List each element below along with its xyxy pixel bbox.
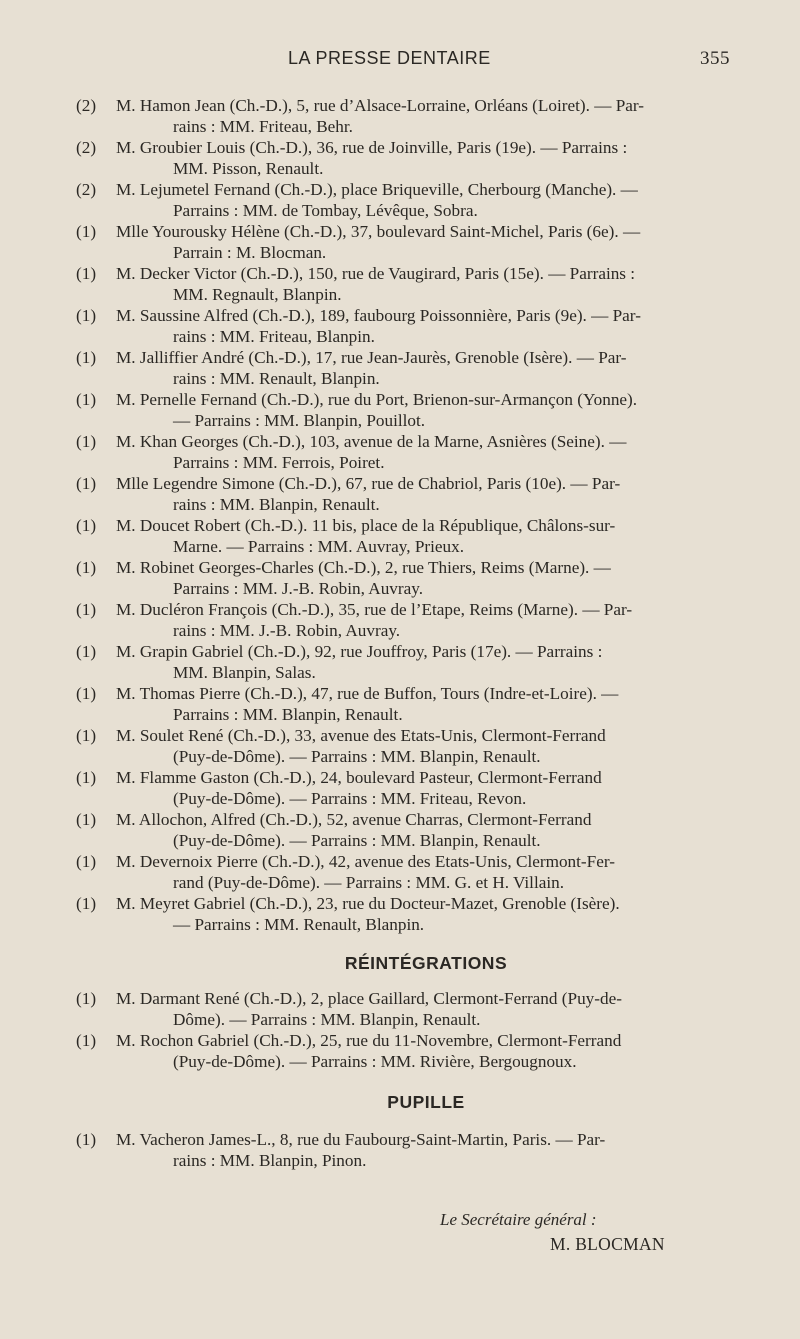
- entry-line-1: M. Soulet René (Ch.-D.), 33, avenue des Etats-Unis, Clermont-Ferrand: [116, 726, 606, 745]
- reintegrations-heading: RÉINTÉGRATIONS: [344, 953, 508, 973]
- list-item: [76, 725, 736, 767]
- entry-line-2: (Puy-de-Dôme). — Parrains : MM. Friteau, Revon.: [173, 789, 527, 808]
- entry-count: (1): [76, 1130, 97, 1149]
- entry-line-1: M. Vacheron James-L., 8, rue du Faubourg-Saint-Martin, Paris. — Par-: [116, 1130, 606, 1149]
- entry-line-2: Parrains : MM. Ferrois, Poiret.: [173, 453, 385, 472]
- pupille-heading: PUPILLE: [387, 1092, 465, 1112]
- list-item: [76, 1129, 736, 1171]
- entry-line-1: M. Flamme Gaston (Ch.-D.), 24, boulevard Pasteur, Clermont-Ferrand: [116, 768, 602, 787]
- entry-line-2: rains : MM. Friteau, Blanpin.: [173, 327, 375, 346]
- entry-count: (1): [76, 684, 97, 703]
- entry-line-2: Marne. — Parrains : MM. Auvray, Prieux.: [173, 537, 465, 556]
- pupille-list: [76, 1129, 736, 1171]
- list-item: [76, 263, 736, 305]
- list-item: [76, 599, 736, 641]
- entry-line-1: M. Lejumetel Fernand (Ch.-D.), place Briqueville, Cherbourg (Manche). —: [116, 180, 638, 199]
- entry-count: (1): [76, 474, 97, 493]
- entry-line-1: M. Rochon Gabriel (Ch.-D.), 25, rue du 11-Novembre, Clermont-Ferrand: [116, 1031, 622, 1050]
- page-number: 355: [700, 48, 730, 69]
- entry-line-2: MM. Regnault, Blanpin.: [173, 285, 342, 304]
- entry-count: (1): [76, 264, 97, 283]
- list-item: [76, 988, 736, 1030]
- journal-title: LA PRESSE DENTAIRE: [288, 48, 491, 68]
- list-item: [76, 431, 736, 473]
- reintegrations-list: [76, 988, 736, 1072]
- entry-line-1: M. Decker Victor (Ch.-D.), 150, rue de Vaugirard, Paris (15e). — Parrains :: [116, 264, 636, 283]
- entry-count: (1): [76, 1031, 97, 1050]
- entry-count: (1): [76, 768, 97, 787]
- entry-line-2: Parrains : MM. Blanpin, Renault.: [173, 705, 403, 724]
- entry-count: (1): [76, 558, 97, 577]
- signature-block: [440, 1210, 665, 1255]
- signature-name: M. BLOCMAN: [550, 1234, 665, 1254]
- entry-count: (1): [76, 989, 97, 1008]
- list-item: [76, 1030, 736, 1072]
- entry-count: (1): [76, 390, 97, 409]
- entry-count: (1): [76, 642, 97, 661]
- entry-count: (2): [76, 180, 97, 199]
- entry-line-2: (Puy-de-Dôme). — Parrains : MM. Blanpin, Renault.: [173, 747, 541, 766]
- entry-count: (2): [76, 138, 97, 157]
- entry-count: (1): [76, 852, 97, 871]
- entry-count: (1): [76, 516, 97, 535]
- list-item: [76, 473, 736, 515]
- list-item: [76, 809, 736, 851]
- entry-count: (1): [76, 348, 97, 367]
- list-item: [76, 179, 736, 221]
- entry-line-1: M. Grapin Gabriel (Ch.-D.), 92, rue Jouffroy, Paris (17e). — Parrains :: [116, 642, 603, 661]
- list-item: [76, 347, 736, 389]
- signature-title: Le Secrétaire général :: [440, 1210, 597, 1229]
- entry-count: (1): [76, 306, 97, 325]
- entry-line-1: M. Pernelle Fernand (Ch.-D.), rue du Port, Brienon-sur-Armançon (Yonne).: [116, 390, 638, 409]
- entry-count: (1): [76, 222, 97, 241]
- entry-line-1: M. Robinet Georges-Charles (Ch.-D.), 2, rue Thiers, Reims (Marne). —: [116, 558, 611, 577]
- list-item: [76, 767, 736, 809]
- list-item: [76, 221, 736, 263]
- entry-line-2: rand (Puy-de-Dôme). — Parrains : MM. G. et H. Villain.: [173, 873, 565, 892]
- entry-line-1: M. Devernoix Pierre (Ch.-D.), 42, avenue des Etats-Unis, Clermont-Fer-: [116, 852, 615, 871]
- entry-line-1: M. Saussine Alfred (Ch.-D.), 189, faubourg Poissonnière, Paris (9e). — Par-: [116, 306, 641, 325]
- entry-line-1: M. Allochon, Alfred (Ch.-D.), 52, avenue Charras, Clermont-Ferrand: [116, 810, 592, 829]
- entry-line-1: M. Meyret Gabriel (Ch.-D.), 23, rue du Docteur-Mazet, Grenoble (Isère).: [116, 894, 620, 913]
- entry-count: (1): [76, 432, 97, 451]
- entry-line-1: M. Doucet Robert (Ch.-D.). 11 bis, place de la République, Châlons-sur-: [116, 516, 616, 535]
- list-item: [76, 305, 736, 347]
- entry-line-1: M. Thomas Pierre (Ch.-D.), 47, rue de Buffon, Tours (Indre-et-Loire). —: [116, 684, 619, 703]
- entry-count: (2): [76, 96, 97, 115]
- entry-line-2: MM. Blanpin, Salas.: [173, 663, 316, 682]
- entry-line-2: Parrains : MM. J.-B. Robin, Auvray.: [173, 579, 424, 598]
- member-list: [76, 95, 736, 1171]
- entry-line-2: (Puy-de-Dôme). — Parrains : MM. Blanpin, Renault.: [173, 831, 541, 850]
- running-header: [0, 48, 800, 72]
- entry-count: (1): [76, 726, 97, 745]
- list-item: [76, 389, 736, 431]
- entry-line-2: (Puy-de-Dôme). — Parrains : MM. Rivière, Bergougnoux.: [173, 1052, 577, 1071]
- list-item: [76, 851, 736, 893]
- entry-line-1: M. Darmant René (Ch.-D.), 2, place Gaillard, Clermont-Ferrand (Puy-de-: [116, 989, 622, 1008]
- entry-line-2: rains : MM. Renault, Blanpin.: [173, 369, 380, 388]
- admissions-list: [76, 95, 736, 935]
- entry-line-1: Mlle Legendre Simone (Ch.-D.), 67, rue de Chabriol, Paris (10e). — Par-: [116, 474, 621, 493]
- entry-line-1: M. Groubier Louis (Ch.-D.), 36, rue de Joinville, Paris (19e). — Parrains :: [116, 138, 628, 157]
- entry-line-1: Mlle Yourousky Hélène (Ch.-D.), 37, boulevard Saint-Michel, Paris (6e). —: [116, 222, 641, 241]
- list-item: [76, 683, 736, 725]
- entry-line-2: rains : MM. Blanpin, Pinon.: [173, 1151, 367, 1170]
- list-item: [76, 515, 736, 557]
- entry-line-1: M. Ducléron François (Ch.-D.), 35, rue de l’Etape, Reims (Marne). — Par-: [116, 600, 633, 619]
- list-item: [76, 641, 736, 683]
- entry-count: (1): [76, 894, 97, 913]
- list-item: [76, 893, 736, 935]
- list-item: [76, 557, 736, 599]
- entry-line-2: Parrains : MM. de Tombay, Lévêque, Sobra.: [173, 201, 478, 220]
- list-item: [76, 137, 736, 179]
- entry-count: (1): [76, 600, 97, 619]
- entry-line-2: MM. Pisson, Renault.: [173, 159, 324, 178]
- entry-line-1: M. Khan Georges (Ch.-D.), 103, avenue de la Marne, Asnières (Seine). —: [116, 432, 627, 451]
- entry-line-2: rains : MM. J.-B. Robin, Auvray.: [173, 621, 401, 640]
- entry-line-2: — Parrains : MM. Renault, Blanpin.: [173, 915, 425, 934]
- entry-line-2: rains : MM. Friteau, Behr.: [173, 117, 353, 136]
- entry-line-1: M. Hamon Jean (Ch.-D.), 5, rue d’Alsace-Lorraine, Orléans (Loiret). — Par-: [116, 96, 644, 115]
- entry-count: (1): [76, 810, 97, 829]
- entry-line-2: — Parrains : MM. Blanpin, Pouillot.: [173, 411, 426, 430]
- entry-line-1: M. Jalliffier André (Ch.-D.), 17, rue Jean-Jaurès, Grenoble (Isère). — Par-: [116, 348, 627, 367]
- entry-line-2: Parrain : M. Blocman.: [173, 243, 327, 262]
- entry-line-2: rains : MM. Blanpin, Renault.: [173, 495, 380, 514]
- list-item: [76, 95, 736, 137]
- entry-line-2: Dôme). — Parrains : MM. Blanpin, Renault.: [173, 1010, 481, 1029]
